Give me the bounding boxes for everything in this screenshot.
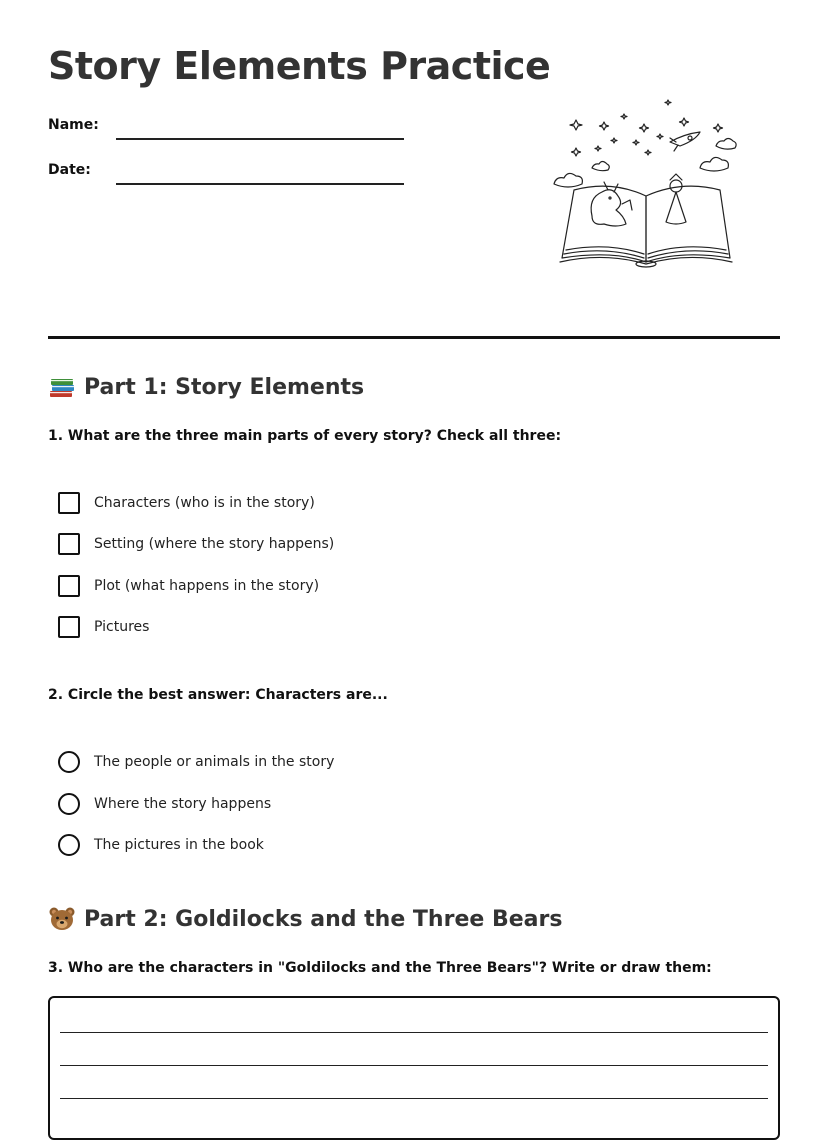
part1-heading-text: Part 1: Story Elements <box>84 374 365 400</box>
radio[interactable] <box>58 751 80 773</box>
option-label: Pictures <box>94 619 150 635</box>
checkbox[interactable] <box>58 575 80 597</box>
option-label: Where the story happens <box>94 796 272 812</box>
option-label: Setting (where the story happens) <box>94 536 335 552</box>
q1-option-setting[interactable] <box>58 532 334 556</box>
worksheet-page <box>48 0 780 1118</box>
books-icon <box>48 374 76 400</box>
question-2: 2. Circle the best answer: Characters are... <box>48 687 388 703</box>
section-divider <box>48 336 780 339</box>
option-label: Plot (what happens in the story) <box>94 578 320 594</box>
q1-option-pictures[interactable] <box>58 615 149 639</box>
checkbox[interactable] <box>58 616 80 638</box>
checkbox[interactable] <box>58 492 80 514</box>
question-1: 1. What are the three main parts of every story? Check all three: <box>48 428 562 444</box>
name-label: Name: <box>48 117 99 133</box>
name-field[interactable] <box>116 138 404 140</box>
writing-line <box>60 1065 768 1066</box>
question-3: 3. Who are the characters in "Goldilocks and the Three Bears"? Write or draw them: <box>48 960 712 976</box>
bear-face-icon <box>48 906 76 932</box>
q1-option-plot[interactable] <box>58 574 319 598</box>
page-title: Story Elements Practice <box>48 44 551 88</box>
radio[interactable] <box>58 834 80 856</box>
open-storybook-illustration <box>552 94 742 270</box>
option-label: The people or animals in the story <box>94 754 335 770</box>
checkbox[interactable] <box>58 533 80 555</box>
characters-answer-box[interactable] <box>48 996 780 1140</box>
writing-line <box>60 1032 768 1033</box>
q1-option-characters[interactable] <box>58 491 315 515</box>
option-label: Characters (who is in the story) <box>94 495 315 511</box>
part1-heading <box>48 374 364 400</box>
part2-heading <box>48 906 562 932</box>
q2-option-people[interactable] <box>58 750 334 774</box>
part2-heading-text: Part 2: Goldilocks and the Three Bears <box>84 906 563 932</box>
q2-option-where[interactable] <box>58 792 271 816</box>
option-label: The pictures in the book <box>94 837 264 853</box>
date-field[interactable] <box>116 183 404 185</box>
radio[interactable] <box>58 793 80 815</box>
writing-line <box>60 1098 768 1099</box>
date-label: Date: <box>48 162 91 178</box>
q2-option-pictures[interactable] <box>58 833 264 857</box>
